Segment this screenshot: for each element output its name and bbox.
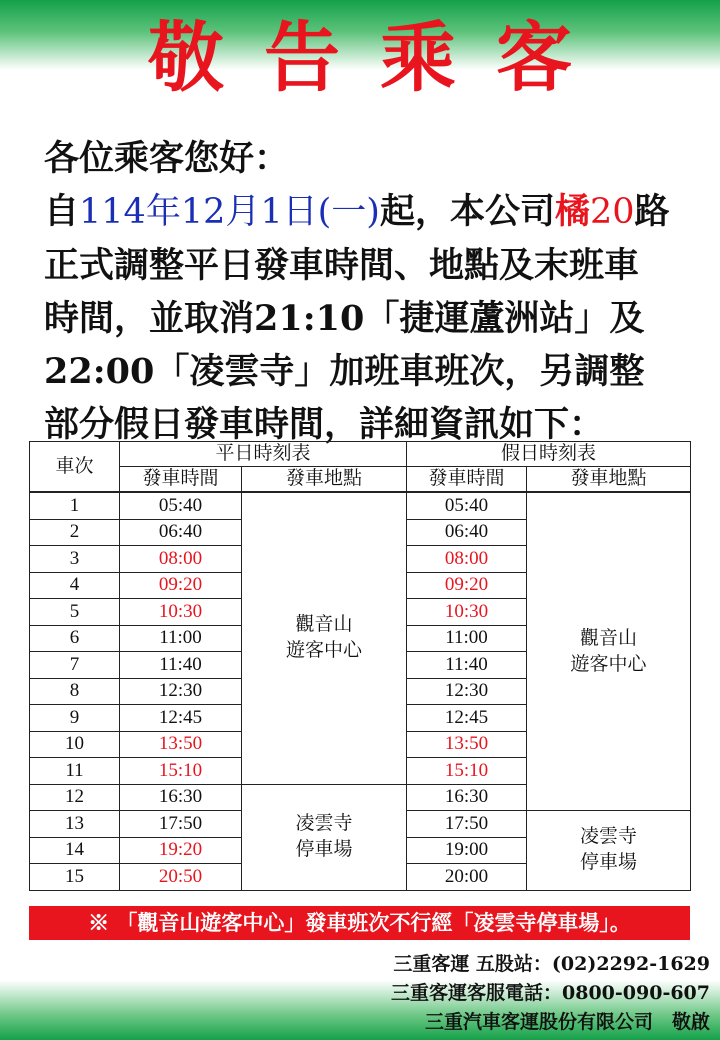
trip-number-cell: 9 (30, 705, 120, 732)
weekday-time-cell: 20:50 (120, 864, 242, 891)
footer-service-phone: 三重客運客服電話：0800-090-607 (391, 982, 710, 1004)
weekday-time-cell: 12:45 (120, 705, 242, 732)
weekday-time-cell: 08:00 (120, 546, 242, 573)
trip-number-cell: 6 (30, 625, 120, 652)
trip-number-cell: 3 (30, 546, 120, 573)
route-number: 20 (589, 192, 635, 232)
weekday-timetable-header: 平日時刻表 (120, 442, 407, 467)
footer-company-signature: 三重汽車客運股份有限公司 敬啟 (424, 1011, 710, 1033)
announcement-line-4: 時間，並取消21:10「捷運蘆洲站」及 (44, 298, 645, 339)
holiday-time-cell: 11:00 (407, 625, 527, 652)
weekday-time-cell: 15:10 (120, 758, 242, 785)
holiday-time-cell: 13:50 (407, 731, 527, 758)
weekday-time-cell: 10:30 (120, 599, 242, 626)
weekday-place-header: 發車地點 (242, 467, 407, 493)
holiday-time-header: 發車時間 (407, 467, 527, 493)
weekday-time-cell: 17:50 (120, 811, 242, 838)
holiday-place-header: 發車地點 (527, 467, 691, 493)
weekday-time-header: 發車時間 (120, 467, 242, 493)
table-row (30, 492, 691, 519)
weekday-place-cell: 觀音山 遊客中心 (242, 492, 407, 784)
trip-number-cell: 10 (30, 731, 120, 758)
holiday-place-cell: 觀音山 遊客中心 (527, 492, 691, 811)
trip-number-cell: 15 (30, 864, 120, 891)
trip-number-cell: 5 (30, 599, 120, 626)
trip-number-cell: 13 (30, 811, 120, 838)
weekday-time-cell: 11:00 (120, 625, 242, 652)
holiday-time-cell: 10:30 (407, 599, 527, 626)
holiday-timetable-header: 假日時刻表 (407, 442, 691, 467)
holiday-time-cell: 09:20 (407, 572, 527, 599)
holiday-time-cell: 05:40 (407, 492, 527, 519)
weekday-time-cell: 16:30 (120, 784, 242, 811)
weekday-time-cell: 19:20 (120, 837, 242, 864)
trip-number-cell: 7 (30, 652, 120, 679)
trip-number-cell: 1 (30, 492, 120, 519)
holiday-time-cell: 16:30 (407, 784, 527, 811)
announcement-text (44, 132, 704, 451)
holiday-time-cell: 19:00 (407, 837, 527, 864)
timetable (29, 441, 691, 891)
announcement-line-3: 正式調整平日發車時間、地點及末班車 (44, 245, 640, 286)
holiday-time-cell: 12:30 (407, 678, 527, 705)
greeting: 各位乘客您好： (44, 138, 290, 179)
weekday-time-cell: 13:50 (120, 731, 242, 758)
holiday-place-cell: 凌雲寺 停車場 (527, 811, 691, 891)
footer-contact (391, 950, 710, 1037)
page-title: 敬告乘客 (148, 13, 612, 102)
trip-number-header: 車次 (30, 442, 120, 493)
announcement-line-2: 自114年12月1日(一)起，本公司橘20路 (44, 191, 670, 232)
announcement-line-6: 部分假日發車時間，詳細資訊如下： (44, 404, 605, 445)
trip-number-cell: 12 (30, 784, 120, 811)
weekday-time-cell: 11:40 (120, 652, 242, 679)
trip-number-cell: 2 (30, 519, 120, 546)
weekday-place-cell: 凌雲寺 停車場 (242, 784, 407, 890)
trip-number-cell: 11 (30, 758, 120, 785)
effective-date: 114年12月1日(一) (79, 192, 380, 232)
notice-banner: ※ 「觀音山遊客中心」發車班次不行經「凌雲寺停車場」。 (29, 906, 690, 940)
footer-station-phone: 三重客運 五股站：(02)2292-1629 (393, 953, 710, 975)
trip-number-cell: 4 (30, 572, 120, 599)
weekday-time-cell: 05:40 (120, 492, 242, 519)
weekday-time-cell: 12:30 (120, 678, 242, 705)
holiday-time-cell: 12:45 (407, 705, 527, 732)
weekday-time-cell: 06:40 (120, 519, 242, 546)
holiday-time-cell: 15:10 (407, 758, 527, 785)
holiday-time-cell: 11:40 (407, 652, 527, 679)
holiday-time-cell: 17:50 (407, 811, 527, 838)
holiday-time-cell: 06:40 (407, 519, 527, 546)
trip-number-cell: 14 (30, 837, 120, 864)
holiday-time-cell: 20:00 (407, 864, 527, 891)
holiday-time-cell: 08:00 (407, 546, 527, 573)
weekday-time-cell: 09:20 (120, 572, 242, 599)
trip-number-cell: 8 (30, 678, 120, 705)
announcement-line-5: 22:00「凌雲寺」加班車班次，另調整 (44, 351, 645, 392)
route-name: 橘 (554, 191, 590, 232)
